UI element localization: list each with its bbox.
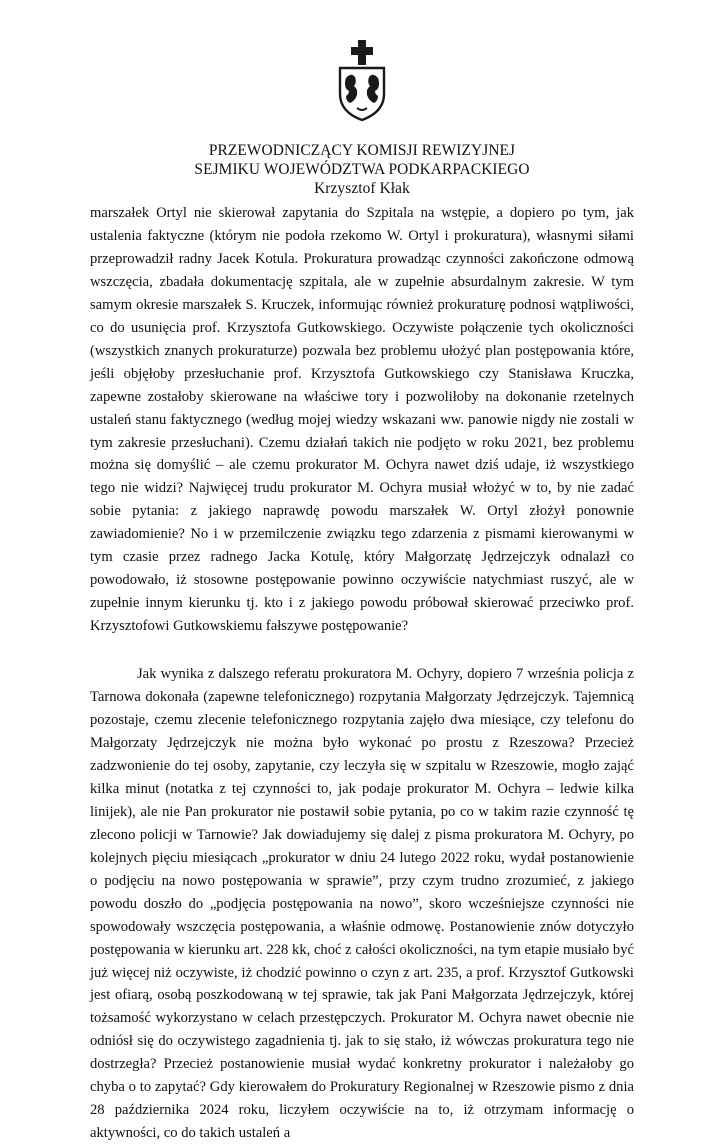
coat-of-arms-icon <box>335 38 389 122</box>
heading-author-name: Krzysztof Kłak <box>314 180 410 197</box>
letter-body <box>90 202 634 1145</box>
paragraph-1: marszałek Ortyl nie skierował zapytania do Szpitala na wstępie, a dopiero po tym, jak ustalenia faktyczne (którym nie podoła rzekomo W. Ortyl i prokuratura), własnymi siłami przeprowadził radny Jacek Kotula. Prokuratura prowadząc czynności zakończone odmową wszczęcia, zbadała dokumentację szpitala, ale w zupełnie absurdalnym zakresie. W tym samym okresie marszałek S. Kruczek, informując również prokuraturę podnosi wątpliwości, co do usunięcia prof. Krzysztofa Gutkowskiego. Oczywiste połączenie tych okoliczności (wszystkich znanych prokuraturze) pozwala bez problemu ułożyć plan postępowania które, jeśli objęłoby przesłuchanie prof. Krzysztofa Gutkowskiego czy Stanisława Kruczka, zapewne zostałoby skierowane na właściwe tory i pozwoliłoby na dokonanie rzetelnych ustaleń stanu faktycznego (według mojej wiedzy wskazani ww. panowie nigdy nie zostali w tym zakresie przesłuchani). Czemu działań takich nie podjęto w roku 2021, bez problemu można się domyślić – ale czemu prokurator M. Ochyra nawet dziś udaje, iż wszystkiego tego nie widzi? Najwięcej trudu prokurator M. Ochyra musiał włożyć w to, by nie zadać sobie pytania: z jakiego naprawdę powodu marszałek W. Ortyl złożył ponownie zawiadomienie? No i w przemilczenie związku tego zdarzenia z pismami kierowanymi w tym czasie przez radnego Jacka Kotulę, który Małgorzatę Jędrzejczyk odnalazł co powodowało, iż stosowne postępowanie powinno oczywiście natychmiast ruszyć, ale w zupełnie innym kierunku tj. kto i z jakiego powodu próbował skierować przeciwko prof. Krzysztofowi Gutkowskiemu fałszywe postępowanie? <box>90 205 634 635</box>
paragraph-2: Jak wynika z dalszego referatu prokuratora M. Ochyry, dopiero 7 września policja z Tarnowa dokonała (zapewne telefonicznego) rozpytania Małgorzaty Jędrzejczyk. Tajemnicą pozostaje, czemu zlecenie telefonicznego rozpytania zajęło dwa miesiące, czy telefonu do Małgorzaty Jędrzejczyk nie można było wykonać po prostu z Rzeszowa? Przecież zadzwonienie do tej osoby, zapytanie, czy leczyła się w szpitalu w Rzeszowie, mogło zająć kilka minut (notatka z tej czynności to, jak podaje prokurator M. Ochyra – ledwie kilka linijek), ale nie Pan prokurator nie postawił sobie pytania, po co w takim razie czynność tę zlecono policji w Tarnowie? Jak dowiadujemy się dalej z pisma prokuratora M. Ochyry, po kolejnych pięciu miesiącach „prokurator w dniu 24 lutego 2022 roku, wydał postanowienie o podjęciu na nowo postępowania w sprawie”, przy czym trudno zrozumieć, z jakiego powodu doszło do „podjęcia postępowania na nowo”, skoro wcześniejsze czynności nie spowodowały wszczęcia postępowania, a właśnie odmowę. Postanowienie znów dotyczyło postępowania w kierunku art. 228 kk, choć z całości okoliczności, na tym etapie musiało być już więcej niż oczywiste, iż chodzić powinno o czyn z art. 235, a prof. Krzysztof Gutkowski jest ofiarą, osobą poszkodowaną w tej sprawie, tak jak Pani Małgorzata Jędrzejczyk, której tożsamość wykorzystano w celach przestępczych. Prokurator M. Ochyra nawet obecnie nie odniósł się do oczywistego zagadnienia tj. jak to się stało, iż wówczas prokuratura tego nie dostrzegła? Przecież postanowienie musiał wydać konkretny prokurator i należałoby go chyba o to zapytać? Gdy kierowałem do Prokuratury Regionalnej w Rzeszowie pismo z dnia 28 października 2024 roku, liczyłem oczywiście na to, iż otrzymam informację o aktywności, co do takich ustaleń a <box>90 666 634 1142</box>
heading-title-line2: SEJMIKU WOJEWÓDZTWA PODKARPACKIEGO <box>194 161 530 178</box>
heading-title-line1: PRZEWODNICZĄCY KOMISJI REWIZYJNEJ <box>208 142 516 159</box>
